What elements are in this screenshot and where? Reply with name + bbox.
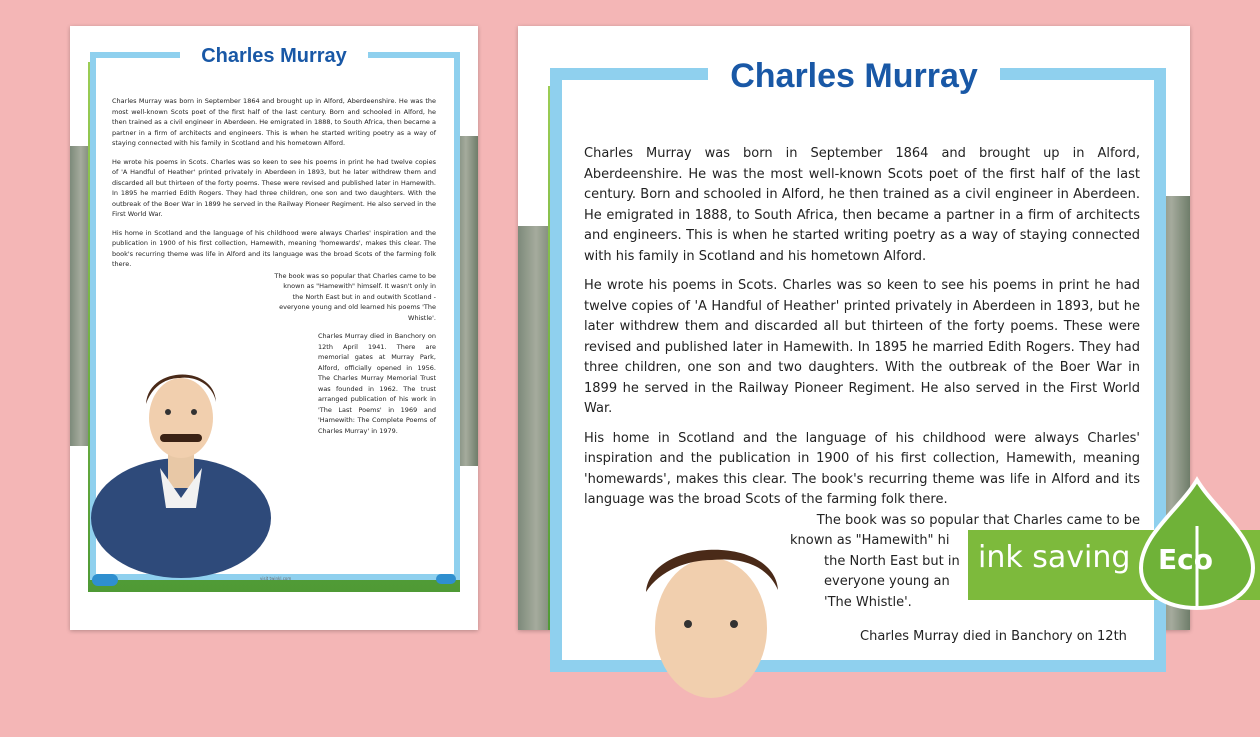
paragraph-3b-line-5: 'The Whistle'. bbox=[824, 594, 912, 610]
portrait-illustration bbox=[100, 338, 262, 538]
paragraph-3b-line-2: known as "Hamewith" hi bbox=[790, 533, 950, 548]
page-title: Charles Murray bbox=[180, 42, 368, 70]
paragraph-2: He wrote his poems in Scots. Charles was so keen to see his poems in print he had twelve copies of 'A Handful of Heather' printed privately in Aberdeen in 1893, but he later withdrew them and discarded all but thirteen of the forty poems. These were revised and published later in Hamewith. In 1895 he married Edith Rogers. They had three children, one son and two daughters. With the outbreak of the Boer War in 1899 he served in the Railway Pioneer Regiment. He also served in the First World War. bbox=[112, 157, 436, 218]
paragraph-2-large: He wrote his poems in Scots. Charles was so keen to see his poems in print he had twelve copies of 'A Handful of Heather' printed privately in Aberdeen in 1893, but he later withdrew them and discarded all but thirteen of the forty poems. These were revised and published later in Hamewith. In 1895 he married Edith Rogers. They had three children, one son and two daughters. With the outbreak of the Boer War in 1899 he served in the Railway Pioneer Regiment. He also served in the First World War. bbox=[584, 278, 1140, 416]
paragraph-4: Charles Murray died in Banchory on 12th April 1941. There are memorial gates at Murray Park, Alford, officially opened in 1956. The Charles Murray Memorial Trust was founded in 1962. The trust arranged publication of his work in 'The Last Poems' in 1969 and 'Hamewith: The Complete Poems of Charles Murray' in 1979. bbox=[318, 332, 436, 435]
paragraph-3a: His home in Scotland and the language of his childhood were always Charles' inspiration and the publication in 1900 of his first collection, Hamewith, meaning 'homewards', makes this clear. The book's recurring theme was life in Alford and its language was the broad Scots of the farming folk there. bbox=[112, 228, 436, 268]
eco-label: Eco bbox=[1158, 543, 1213, 576]
paragraph-1: Charles Murray was born in September 1864 and brought up in Alford, Aberdeenshire. He was the most well-known Scots poet of the first half of the last century. Born and schooled in Alford, he then trained as a civil engineer in Aberdeen. He emigrated in 1888, to South Africa, then became a partner in a firm of architects and engineers. This is when he started writing poetry as a way of staying connected with his family in Scotland and his hometown Alford. bbox=[112, 97, 436, 147]
paragraph-3b-line-4: everyone young an bbox=[824, 574, 950, 589]
footer-url: visit twinkl.com bbox=[260, 576, 292, 581]
portrait-illustration-large bbox=[616, 532, 806, 732]
twinkl-logo-small bbox=[436, 574, 456, 584]
page-title-large: Charles Murray bbox=[708, 54, 1000, 98]
paragraph-3a-large: His home in Scotland and the language of his childhood were always Charles' inspiration and the publication in 1900 of his first collection, Hamewith, meaning 'homewards', makes this clear. The book's recurring theme was life in Alford and its language was the broad Scots of the farming folk there. bbox=[584, 430, 1140, 507]
twinkl-logo bbox=[92, 574, 118, 586]
paragraph-1-large: Charles Murray was born in September 1864 and brought up in Alford, Aberdeenshire. He was the most well-known Scots poet of the first half of the last century. Born and schooled in Alford, he then trained as a civil engineer in Aberdeen. He emigrated in 1888, to South Africa, then became a partner in a firm of architects and engineers. This is when he started writing poetry as a way of staying connected with his family in Scotland and his hometown Alford. bbox=[584, 146, 1140, 264]
paragraph-3b: The book was so popular that Charles came to be known as "Hamewith" himself. It wasn't only in the North East but in and outwith Scotland - everyone young and old learned his poems 'The Whistle'. bbox=[274, 271, 436, 322]
ink-saving-label: ink saving bbox=[978, 540, 1131, 575]
worksheet-page-left bbox=[70, 26, 478, 630]
paragraph-3b-line-1: The book was so popular that Charles came to be bbox=[816, 512, 1140, 528]
paragraph-4-large: Charles Murray died in Banchory on 12th bbox=[860, 629, 1127, 644]
paragraph-3b-line-3: the North East but in bbox=[824, 553, 960, 569]
